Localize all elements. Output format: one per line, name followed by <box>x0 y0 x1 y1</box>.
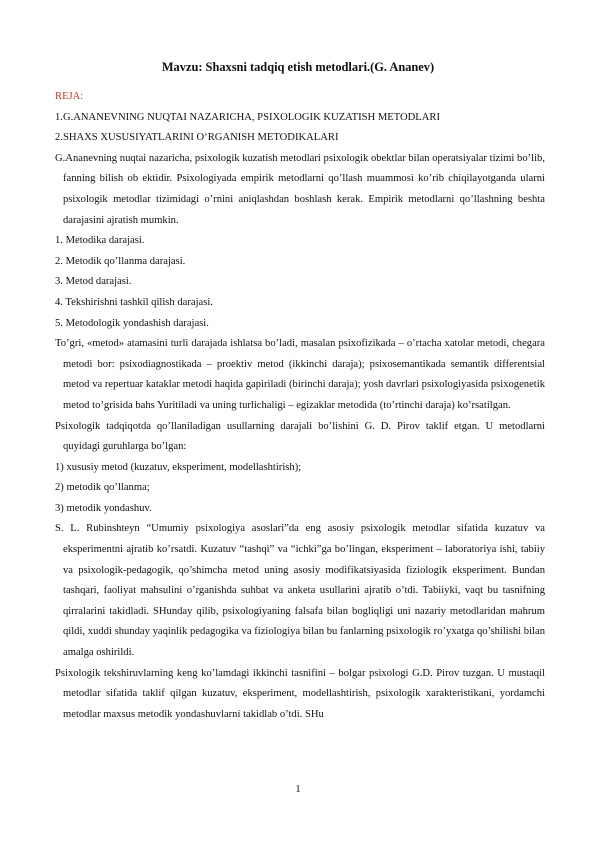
paragraph-rubinshteyn: S. L. Rubinshteyn “Umumiy psixologiya asoslari”da eng asosiy psixologik metodlar sifatida kuzatuv va eksperimentni ajratib ko’rsatdi. Kuzatuv “tashqi” va “ichki”ga bo’lingan, eksperiment – laboratoriya ishi, tabiiy va psixologik-pedagogik, qo’shimcha metod uning asosiy modifikatsiyasida fiziologik eksperiment. Bundan tashqari, faoliyat mahsulini o’rganishda suhbat va anketa usullarini ajratib o’tdi. Tabiiyki, vaqt bu tasnifning qirralarini takidladi. SHunday qilib, psixologiyaning falsafa bilan bogliqligi uni nazariy metodlaridan mahrum qildi, xuddi shunday yaqinlik pedagogika va fiziologiya bilan bu fanlarning psixologik ro’yxatga qo’shilishi bilan amalga oshirildi. <box>55 523 545 659</box>
paragraph-metod-term: To’gri, «metod» atamasini turli darajada ishlatsa bo’ladi, masalan psixofizikada – o’rtacha xatolar metodi, chegara metodi bor: psixodiagnostikada – proektiv metod (ikkinchi daraja); psixosemantikada semantik differentsial metod va repertuar kataklar metodi haqida gapiriladi (birinchi daraja); yosh davrlari psixologiyasida psixogenetik metod to’grisida bahs Yuritiladi va uning turlichaligi – egizaklar metodida (to’rtinchi daraja) ko’rsatilgan. <box>55 338 545 411</box>
level-item-1: 1. Metodika darajasi. <box>55 235 145 247</box>
paragraph-pirov: Psixologik tadqiqotda qo’llaniladigan usullarning darajali bo’lishini G. D. Pirov taklif etgan. U metodlarni quyidagi guruhlarga bo’lgan: <box>55 420 545 453</box>
level-item-2: 2. Metodik qo’llanma darajasi. <box>55 255 186 267</box>
group-item-1: 1) xususiy metod (kuzatuv, eksperiment, modellashtirish); <box>55 461 302 473</box>
document-title: Mavzu: Shaxsni tadqiq etish metodlari.(G. Ananev) <box>161 60 435 74</box>
paragraph-intro: G.Ananevning nuqtai nazaricha, psixologik kuzatish metodlari psixologik obektlar bilan operatsiyalar tizimi bo’lib, fanning bilish ob ektidir. Psixologiyada empirik metodlarni qo’llash muammosi ko’rib chiqilayotganda ularni psixologik metodlar tizimidagi o’rnini aniqlashdan boshlash kerak. Empirik metodlarni qo’llashning beshta darajasini ajratish mumkin. <box>55 152 545 226</box>
page-number: 1 <box>295 784 301 795</box>
group-item-2: 2) metodik qo’llanma; <box>55 482 150 494</box>
level-item-4: 4. Tekshirishni tashkil qilish darajasi. <box>55 296 213 308</box>
level-item-3: 3. Metod darajasi. <box>55 276 132 288</box>
plan-item-2: 2.SHAXS XUSUSIYATLARINI O‘RGANISH METODIKALARI <box>55 132 339 144</box>
paragraph-classification: Psixologik tekshiruvlarning keng ko’lamdagi ikkinchi tasnifini – bolgar psixologi G.D. Pirov tuzgan. U mustaqil metodlar sifatida taklif qilgan kuzatuv, eksperiment, modellashtirish, psixologik xarakteristikani, yordamchi metodlar maxsus metodik yondashuvlarni takidlab o’tdi. SHu <box>55 667 545 720</box>
reja-label: REJA: <box>55 91 84 102</box>
group-item-3: 3) metodik yondashuv. <box>55 502 152 514</box>
document-body <box>55 87 545 725</box>
level-item-5: 5. Metodologik yondashish darajasi. <box>55 317 209 329</box>
plan-item-1: 1.G.ANANEVNING NUQTAI NAZARICHA, PSIXOLOGIK KUZATISH METODLARI <box>55 111 441 123</box>
